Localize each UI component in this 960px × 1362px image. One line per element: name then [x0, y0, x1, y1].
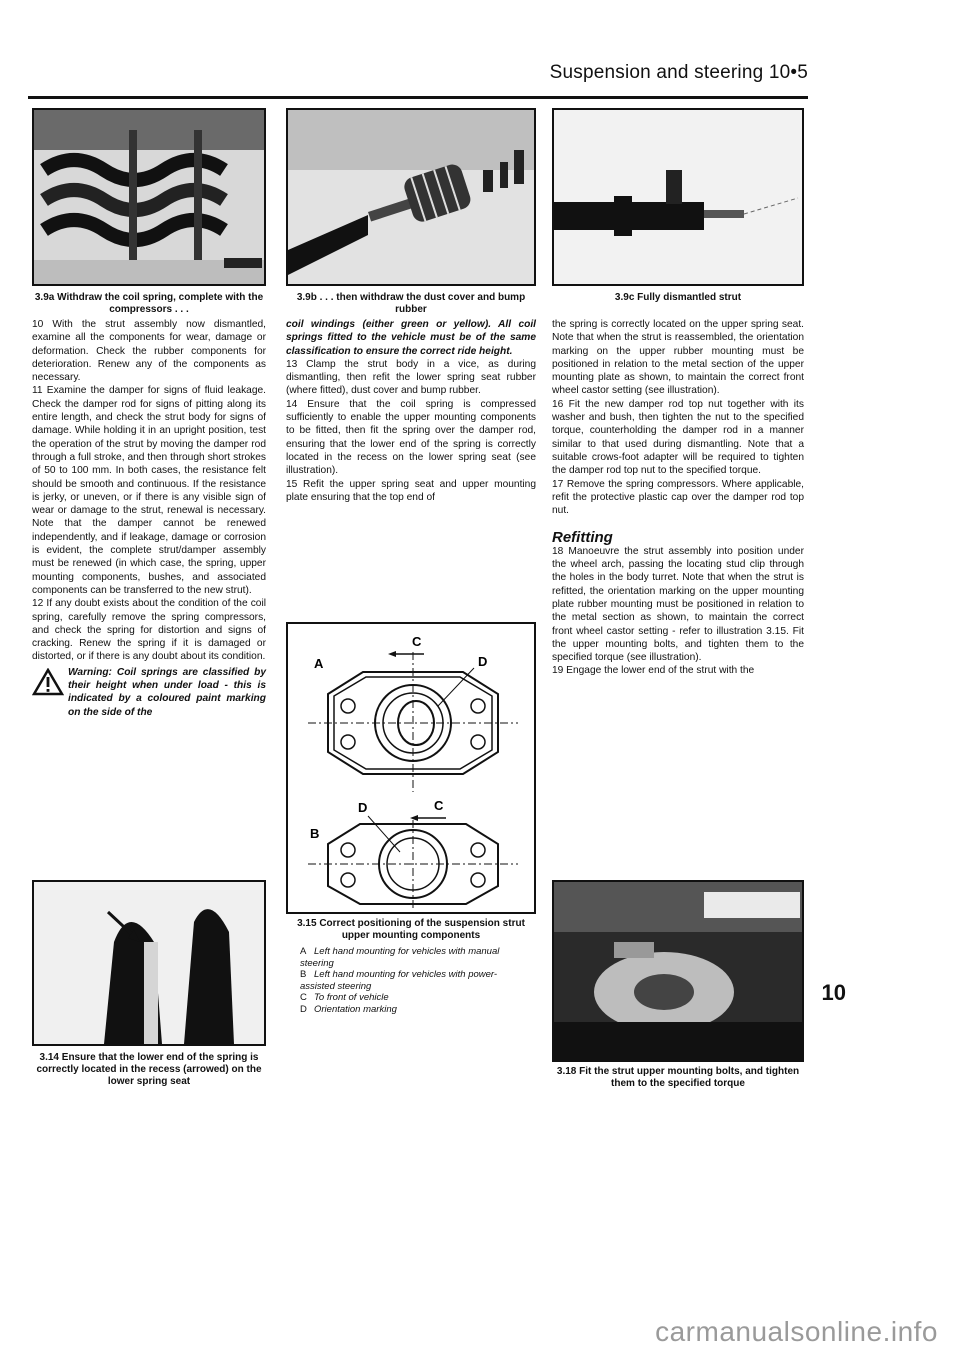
strut-mounting-diagram [288, 624, 534, 912]
photo-3-9c [552, 108, 804, 286]
label-D-bottom: D [358, 800, 368, 815]
paragraph-18: 18 Manoeuvre the strut assembly into position under the wheel arch, passing the locating stud clip through the holes in the body turret. Note that when the strut is refitted, the orientation marking on the upper mounting plate rubber mounting must be positioned in relation to the metal section as shown, to maintain the correct front wheel castor setting - refer to illustration 3.15. Fit the upper mounting bolts, and tighten them to the specified torque (see illustration). [552, 545, 804, 664]
dismantled-strut-photo [554, 110, 802, 284]
label-C-bottom: C [434, 798, 444, 813]
label-B: B [310, 826, 320, 841]
caption-3-9a: 3.9a Withdraw the coil spring, complete with the compressors . . . [34, 292, 264, 315]
legend-item-B: B Left hand mounting for vehicles with power-assisted steering [300, 969, 498, 992]
paragraph-11: 11 Examine the damper for signs of fluid leakage. Check the damper rod for signs of pitting along its entire length, and check the strut body for signs of damage. While holding it in an upright position, test the operation of the strut by moving the damper rod through a full stroke, and then through short strokes of 50 to 100 mm. In both cases, the resistance felt should be smooth and continuous. If the resistance is jerky, or uneven, or if there is any visible sign of wear or damage to the strut, renewal is necessary. Note that the damper cannot be renewed independently, and if leakage, damage or corrosion is evident, the complete strut/damper assembly must be renewed (in which case, the spring, upper mounting components, bushes, and associated components can be transferred to the new strut). [32, 385, 266, 596]
diagram-3-15 [286, 622, 536, 914]
text-column-2 [286, 318, 536, 504]
legend-3-15 [300, 946, 530, 1015]
text-column-3 [552, 318, 804, 678]
paragraph-17: 17 Remove the spring compressors. Where applicable, refit the protective plastic cap over the damper rod top nut. [552, 478, 804, 517]
paragraph-13: 13 Clamp the strut body in a vice, as during dismantling, then refit the lower spring seat rubber (where fitted), dust cover and bump rubber. [286, 358, 536, 397]
photo-3-9a [32, 108, 266, 286]
legend-item-A: A Left hand mounting for vehicles with manual steering [300, 946, 500, 969]
warning-text: Warning: Coil springs are classified by their height when under load - this is indicated by a coloured paint marking on the side of the [68, 666, 266, 718]
legend-item-D: D Orientation marking [300, 1003, 397, 1015]
chapter-side-tab: 10 [821, 980, 846, 1005]
paragraph-15: 15 Refit the upper spring seat and upper mounting plate ensuring that the top end of [286, 478, 536, 503]
caption-3-9c: 3.9c Fully dismantled strut [614, 292, 742, 303]
lower-spring-seat-photo [34, 882, 264, 1044]
warning-block [32, 666, 266, 719]
paragraph-16: 16 Fit the new damper rod top nut together with its washer and bush, then tighten the nut to the specified torque, counterholding the damper rod in a manner similar to that used during dismantling. Note that a suitable crows-foot adapter will be required to tighten the damper rod top nut to the specified torque. [552, 398, 804, 477]
coil-spring-compressors-photo [34, 110, 264, 284]
warning-triangle-icon [32, 668, 64, 696]
header-rule [28, 96, 808, 99]
refitting-heading: Refitting [552, 529, 613, 547]
caption-3-9b: 3.9b . . . then withdraw the dust cover and bump rubber [296, 292, 526, 315]
label-A: A [314, 656, 324, 671]
photo-3-18 [552, 880, 804, 1062]
paragraph-19: 19 Engage the lower end of the strut with the [552, 665, 755, 677]
dust-cover-bump-rubber-photo [288, 110, 534, 284]
text-column-1 [32, 318, 266, 719]
strut-mounting-bolts-photo [554, 882, 802, 1060]
paragraph-12: 12 If any doubt exists about the condition of the coil spring, carefully remove the spring compressors, and check the spring for distortion and signs of cracking. Renew the spring if it is damaged or distorted, or if there is any doubt about its condition. [32, 598, 266, 663]
caption-3-14: 3.14 Ensure that the lower end of the spring is correctly located in the recess (arrowed) on the lower spring seat [36, 1052, 262, 1087]
warning-continuation: coil windings (either green or yellow). All coil springs fitted to the vehicle must be of the same classification to ensure the correct ride height. [286, 319, 536, 357]
paragraph-15-continued: the spring is correctly located on the upper spring seat. Note that when the strut is reassembled, the orientation marking on the upper rubber mounting must be positioned in relation to the metal section of the upper mounting plate as shown, to maintain the correct front wheel castor setting (see illustration). [552, 319, 804, 397]
legend-item-C: C To front of vehicle [300, 992, 389, 1003]
paragraph-14: 14 Ensure that the coil spring is compressed sufficiently to enable the upper mounting components to be fitted, then fit the spring over the damper rod, ensuring that the lower end of the spring is correctly located in the recess on the lower spring seat (see illustration). [286, 398, 536, 477]
watermark: carmanualsonline.info [655, 1316, 938, 1347]
caption-3-15: 3.15 Correct positioning of the suspension strut upper mounting components [297, 918, 525, 941]
label-D-top: D [478, 654, 488, 669]
caption-3-18: 3.18 Fit the strut upper mounting bolts, and tighten them to the specified torque [556, 1066, 800, 1089]
photo-3-14 [32, 880, 266, 1046]
photo-3-9b [286, 108, 536, 286]
paragraph-10: 10 With the strut assembly now dismantled, examine all the components for wear, damage or deformation. Check the rubber components for deterioration. Renew any of the components as necessary. [32, 319, 266, 384]
page-header-title: Suspension and steering 10•5 [549, 62, 808, 83]
label-C-top: C [412, 634, 422, 649]
